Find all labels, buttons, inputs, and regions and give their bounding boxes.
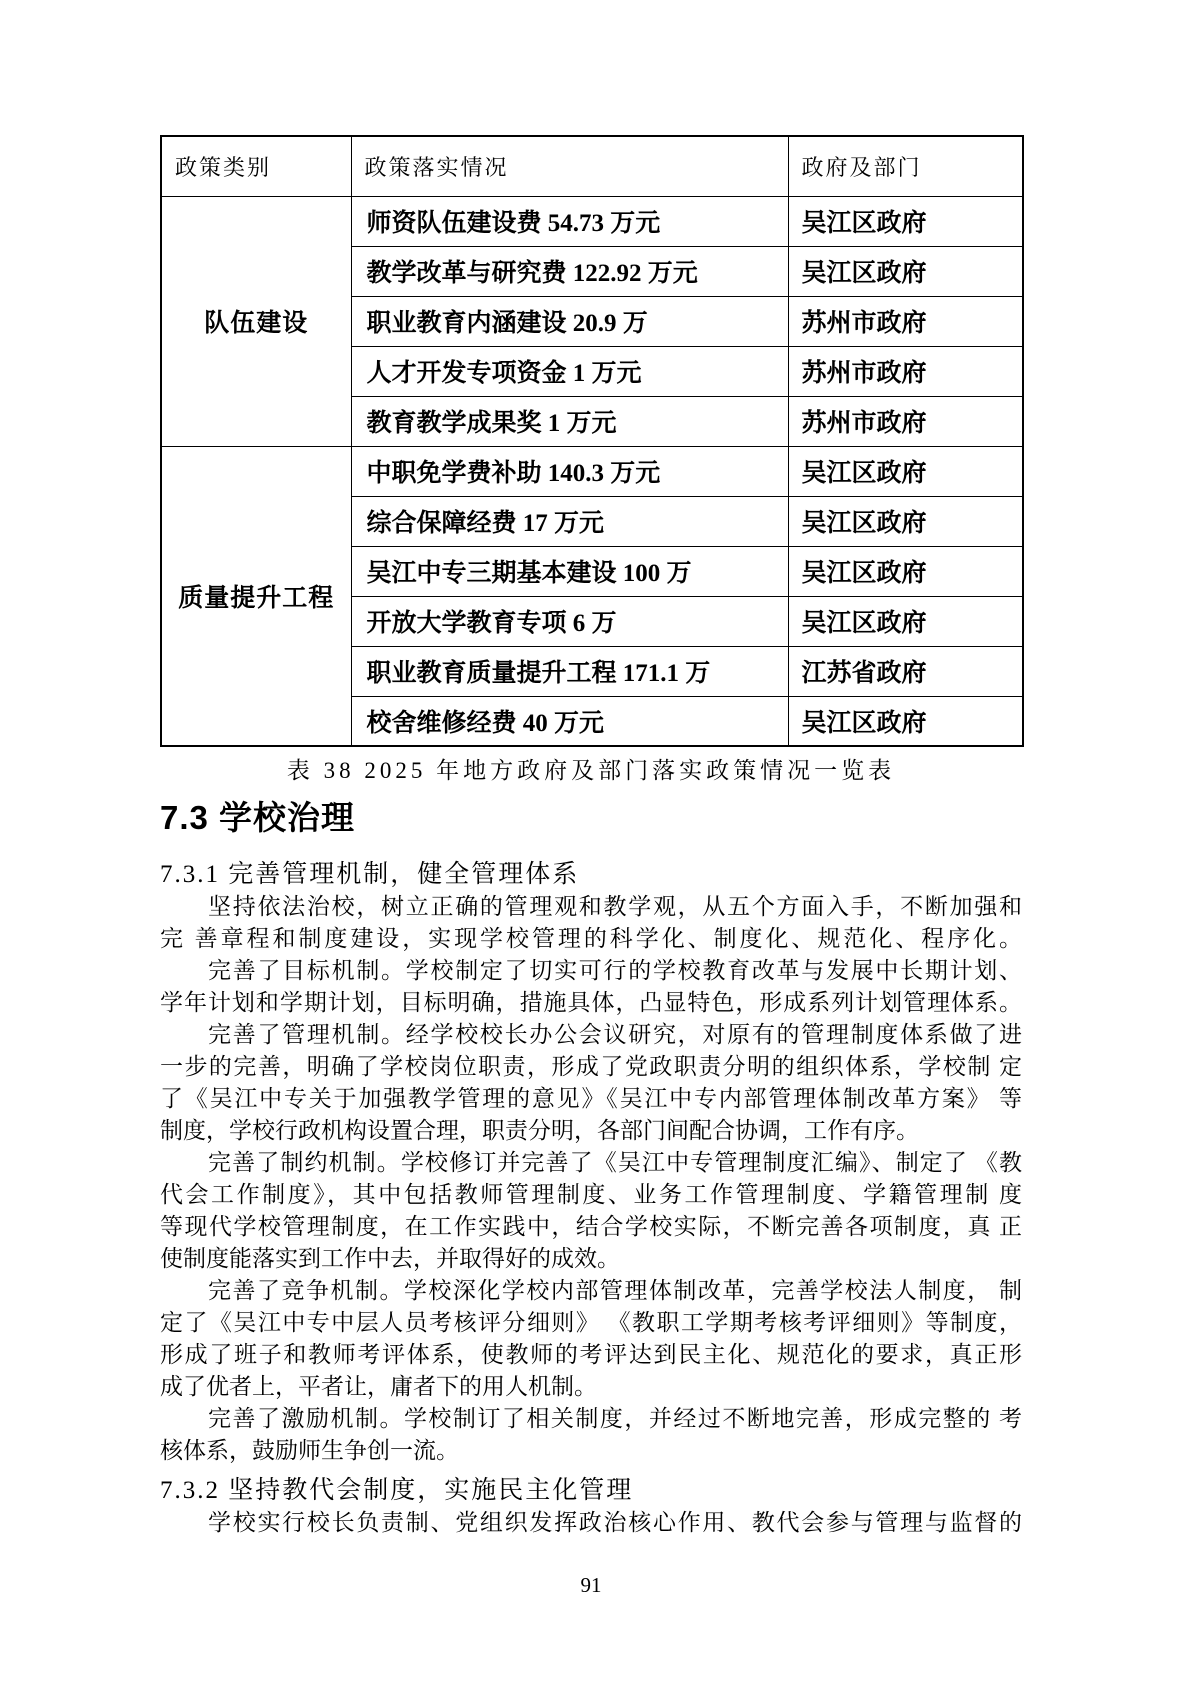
policy-cell: 职业教育质量提升工程 171.1 万 <box>351 646 788 696</box>
col-header-policy: 政策落实情况 <box>351 136 788 196</box>
policy-cell: 校舍维修经费 40 万元 <box>351 696 788 746</box>
government-cell: 江苏省政府 <box>788 646 1023 696</box>
col-header-government: 政府及部门 <box>788 136 1023 196</box>
body-line: 形成了班子和教师考评体系，使教师的考评达到民主化、规范化的要求，真正形 <box>160 1342 1022 1367</box>
policy-table <box>160 135 1024 747</box>
paragraph <box>160 1507 1022 1539</box>
policy-cell: 师资队伍建设费 54.73 万元 <box>351 196 788 246</box>
body-line: 定了《吴江中专中层人员考核评分细则》 《教职工学期考核考评细则》等制度， <box>160 1310 1022 1335</box>
paragraph <box>160 1275 1022 1403</box>
government-cell: 苏州市政府 <box>788 296 1023 346</box>
body-line: 完善了激励机制。学校制订了相关制度，并经过不断地完善，形成完整的 考 <box>208 1406 1022 1431</box>
body-line: 等现代学校管理制度，在工作实践中，结合学校实际，不断完善各项制度，真 正 <box>160 1214 1022 1239</box>
body-line: 完善了管理机制。经学校校长办公会议研究，对原有的管理制度体系做了进 <box>208 1022 1022 1047</box>
policy-cell: 教育教学成果奖 1 万元 <box>351 396 788 446</box>
category-cell: 队伍建设 <box>161 196 351 446</box>
body-line: 学年计划和学期计划，目标明确，措施具体，凸显特色，形成系列计划管理体系。 <box>160 990 1022 1015</box>
paragraph <box>160 1019 1022 1147</box>
policy-cell: 职业教育内涵建设 20.9 万 <box>351 296 788 346</box>
paragraph <box>160 955 1022 1019</box>
government-cell: 吴江区政府 <box>788 496 1023 546</box>
policy-cell: 人才开发专项资金 1 万元 <box>351 346 788 396</box>
section-heading: 7.3 学校治理 <box>160 799 356 836</box>
body-line: 完善了竞争机制。学校深化学校内部管理体制改革，完善学校法人制度， 制 <box>208 1278 1022 1303</box>
body-line: 完 善章程和制度建设，实现学校管理的科学化、制度化、规范化、程序化。 <box>160 926 1022 951</box>
policy-cell: 综合保障经费 17 万元 <box>351 496 788 546</box>
government-cell: 吴江区政府 <box>788 446 1023 496</box>
body-line: 制度，学校行政机构设置合理，职责分明，各部门间配合协调，工作有序。 <box>160 1118 919 1143</box>
body-line: 成了优者上，平者让，庸者下的用人机制。 <box>160 1374 597 1399</box>
paragraph <box>160 1403 1022 1467</box>
body-line: 一步的完善，明确了学校岗位职责，形成了党政职责分明的组织体系，学校制 定 <box>160 1054 1022 1079</box>
col-header-category: 政策类别 <box>161 136 351 196</box>
policy-cell: 开放大学教育专项 6 万 <box>351 596 788 646</box>
policy-cell: 中职免学费补助 140.3 万元 <box>351 446 788 496</box>
policy-cell: 教学改革与研究费 122.92 万元 <box>351 246 788 296</box>
body-line: 核体系，鼓励师生争创一流。 <box>160 1438 459 1463</box>
policy-cell: 吴江中专三期基本建设 100 万 <box>351 546 788 596</box>
table-row <box>161 446 1023 496</box>
body-line: 完善了目标机制。学校制定了切实可行的学校教育改革与发展中长期计划、 <box>208 958 1022 983</box>
government-cell: 苏州市政府 <box>788 396 1023 446</box>
body-line: 完善了制约机制。学校修订并完善了《吴江中专管理制度汇编》、制定了 《教 <box>208 1150 1022 1175</box>
government-cell: 吴江区政府 <box>788 546 1023 596</box>
government-cell: 苏州市政府 <box>788 346 1023 396</box>
body-line: 使制度能落实到工作中去，并取得好的成效。 <box>160 1246 620 1271</box>
government-cell: 吴江区政府 <box>788 696 1023 746</box>
body-line: 代会工作制度》，其中包括教师管理制度、业务工作管理制度、学籍管理制 度 <box>160 1182 1022 1207</box>
paragraph <box>160 1147 1022 1275</box>
paragraph <box>160 891 1022 955</box>
subsection-heading-732: 7.3.2 坚持教代会制度，实施民主化管理 <box>160 1477 634 1504</box>
table-caption: 表 38 2025 年地方政府及部门落实政策情况一览表 <box>286 758 896 783</box>
body-line: 了《吴江中专关于加强教学管理的意见》《吴江中专内部管理体制改革方案》 等 <box>160 1086 1022 1111</box>
table-row <box>161 196 1023 246</box>
body-line: 学校实行校长负责制、党组织发挥政治核心作用、教代会参与管理与监督的 <box>208 1510 1022 1535</box>
government-cell: 吴江区政府 <box>788 196 1023 246</box>
category-cell: 质量提升工程 <box>161 446 351 746</box>
subsection-heading-731: 7.3.1 完善管理机制，健全管理体系 <box>160 861 580 888</box>
table-header-row <box>161 136 1023 196</box>
government-cell: 吴江区政府 <box>788 246 1023 296</box>
government-cell: 吴江区政府 <box>788 596 1023 646</box>
body-line: 坚持依法治校，树立正确的管理观和教学观，从五个方面入手，不断加强和 <box>208 894 1022 919</box>
page-number: 91 <box>580 1573 602 1597</box>
